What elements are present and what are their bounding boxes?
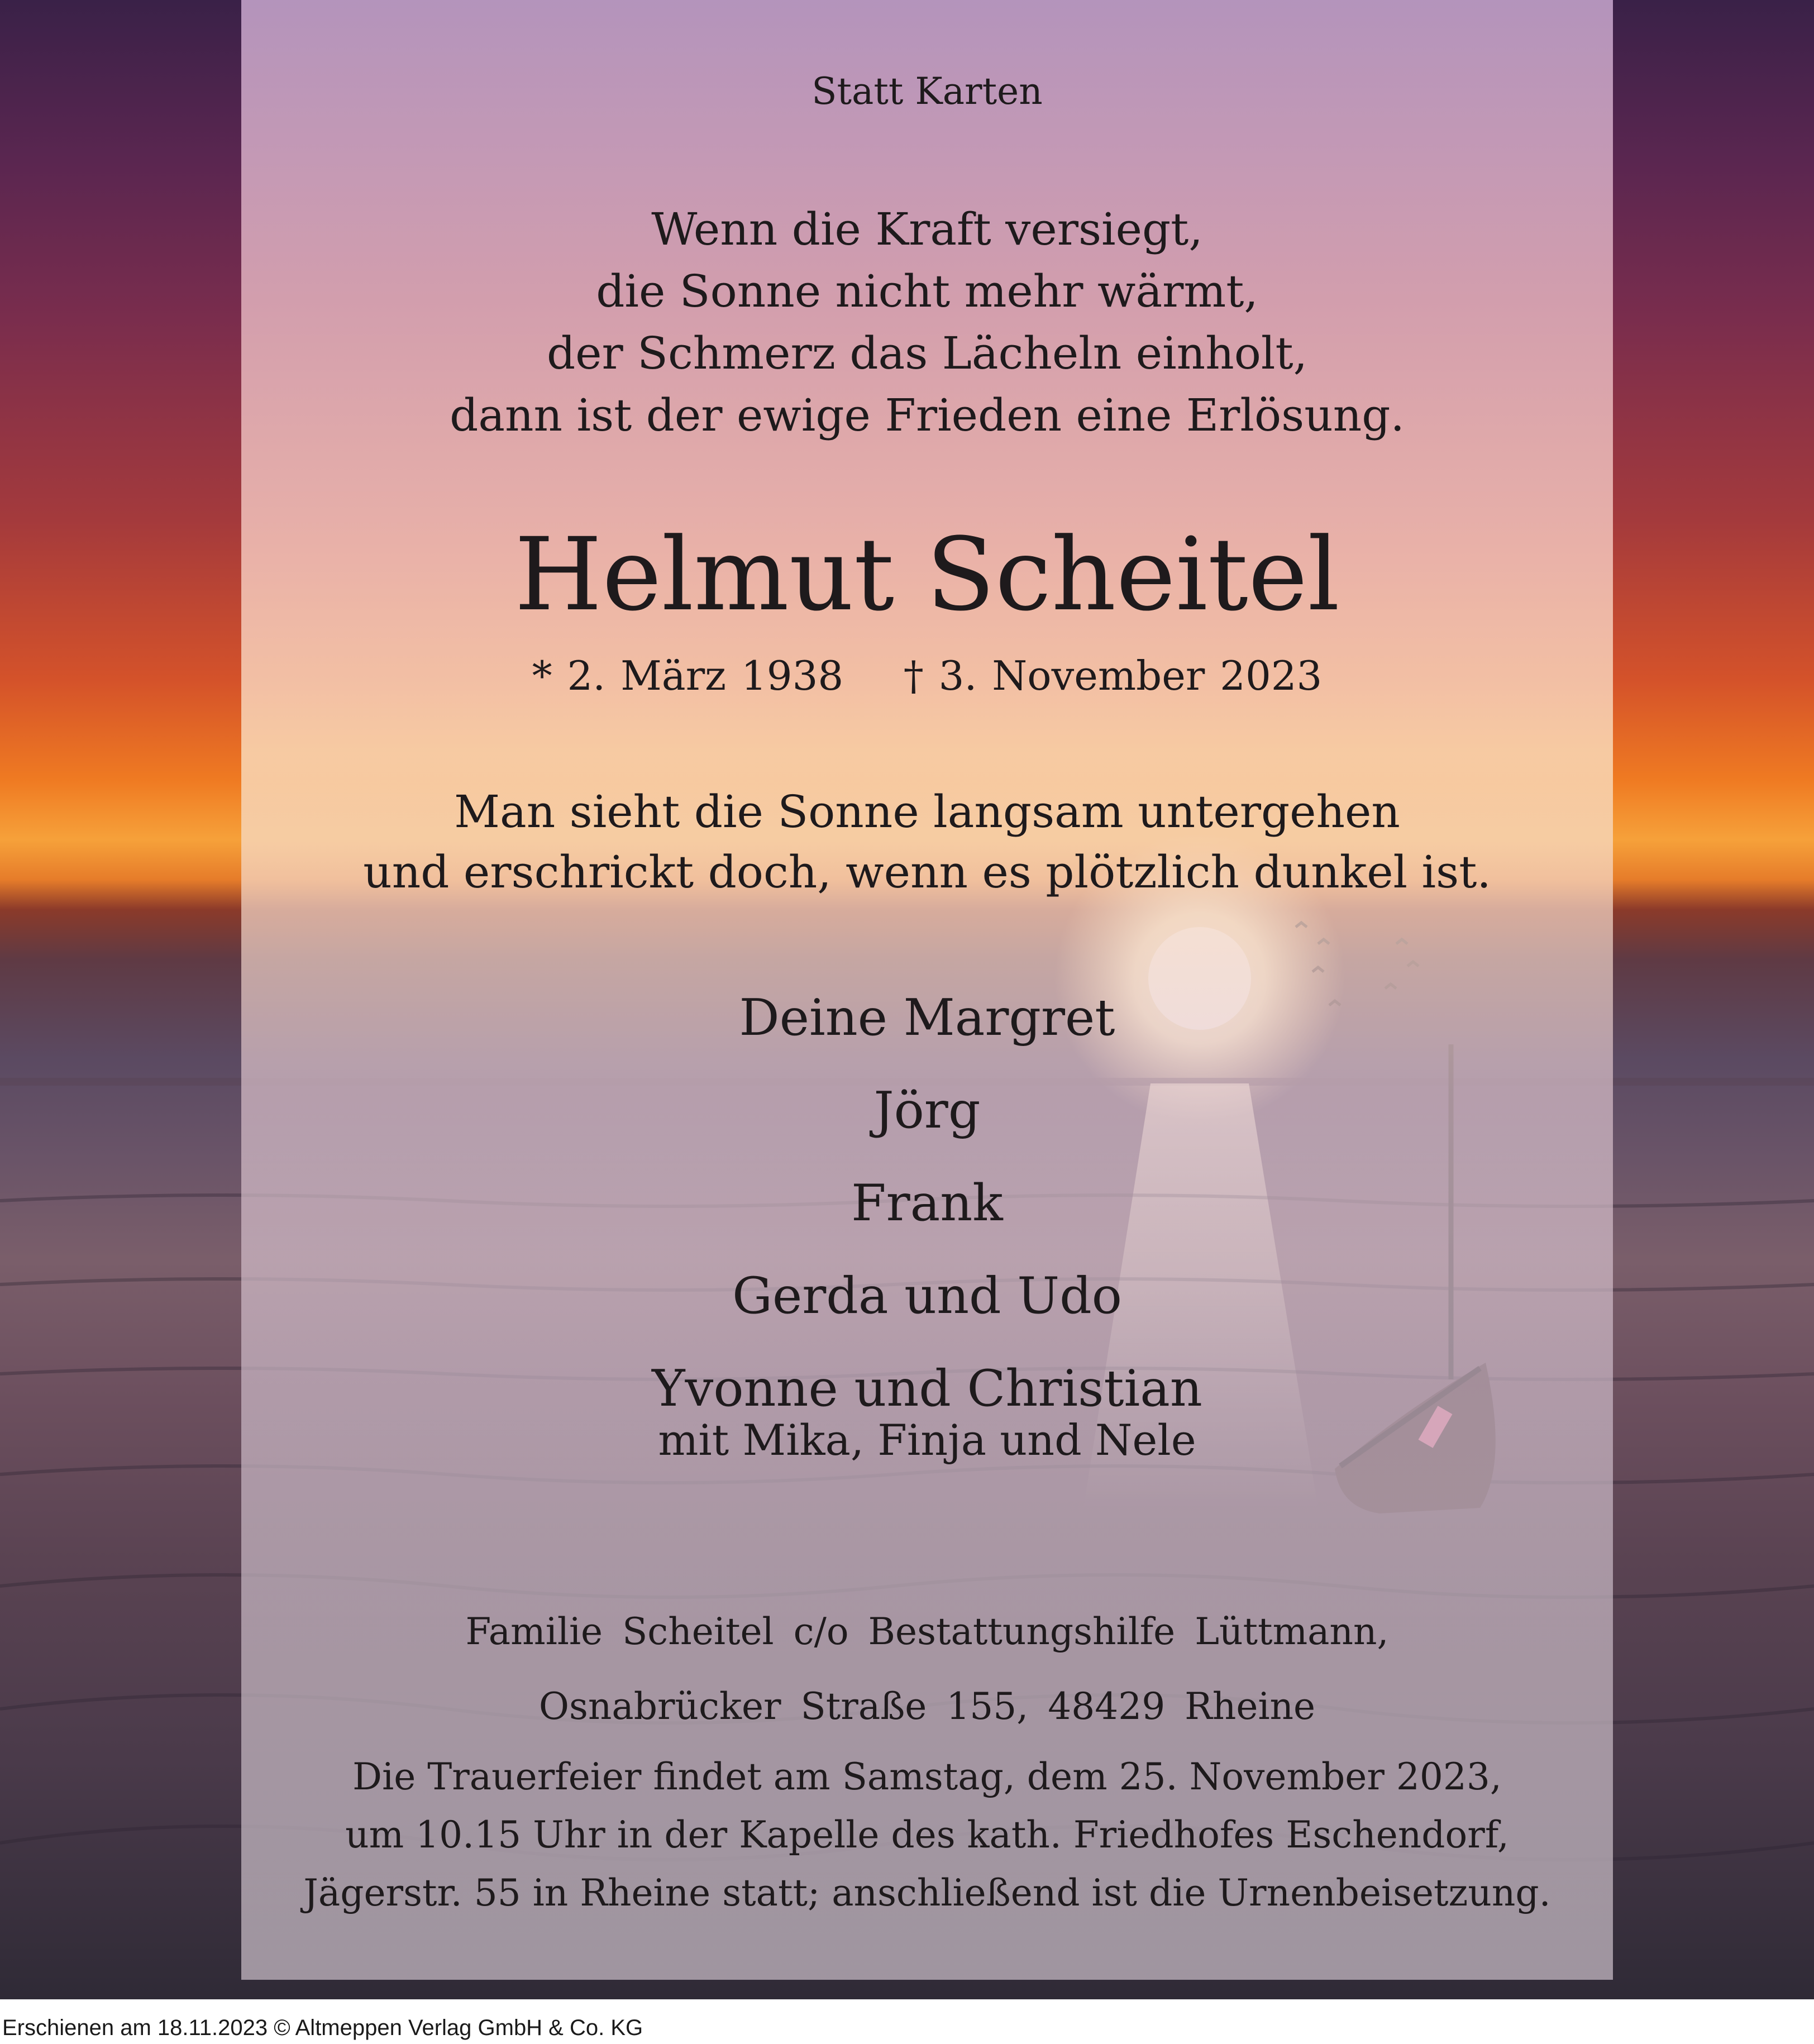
verse-line: und erschrickt doch, wenn es plötzlich dunkel ist. [363,846,1491,898]
mourners-list [241,972,1613,1464]
verse-line: die Sonne nicht mehr wärmt, [596,265,1258,317]
mourner-name: Frank [851,1174,1003,1233]
verse-top [241,198,1613,446]
deceased-name: Helmut Scheitel [514,517,1340,633]
death-date: † 3. November 2023 [903,652,1323,699]
mourner-name: Jörg [873,1081,981,1140]
life-dates [241,648,1613,704]
notice-heading: Statt Karten [811,70,1043,113]
publication-credit: Erschienen am 18.11.2023 © Altmeppen Verlag GmbH & Co. KG [2,2016,643,2040]
verse-middle [241,782,1613,902]
verse-line: der Schmerz das Lächeln einholt, [546,327,1308,379]
verse-line: dann ist der ewige Frieden eine Erlösung. [450,389,1405,441]
service-line: um 10.15 Uhr in der Kapelle des kath. Friedhofes Eschendorf, [345,1813,1509,1856]
contact-line: Osnabrücker Straße 155, 48429 Rheine [538,1685,1316,1728]
contact-line: Familie Scheitel c/o Bestattungshilfe Lüttmann, [465,1610,1389,1653]
funeral-service-info [241,1748,1613,1922]
contact-address [241,1594,1613,1744]
birth-date: * 2. März 1938 [532,652,844,699]
service-line: Die Trauerfeier findet am Samstag, dem 25. November 2023, [352,1755,1502,1798]
mourner-name: Deine Margret [739,988,1115,1047]
verse-line: Man sieht die Sonne langsam untergehen [454,786,1400,838]
mourner-name: Gerda und Udo [732,1267,1122,1325]
mourner-name: Yvonne und Christian [652,1359,1202,1418]
verse-line: Wenn die Kraft versiegt, [651,203,1203,255]
mourner-grandchildren: mit Mika, Finja und Nele [658,1415,1196,1465]
service-line: Jägerstr. 55 in Rheine statt; anschließend ist die Urnenbeisetzung. [303,1871,1551,1914]
